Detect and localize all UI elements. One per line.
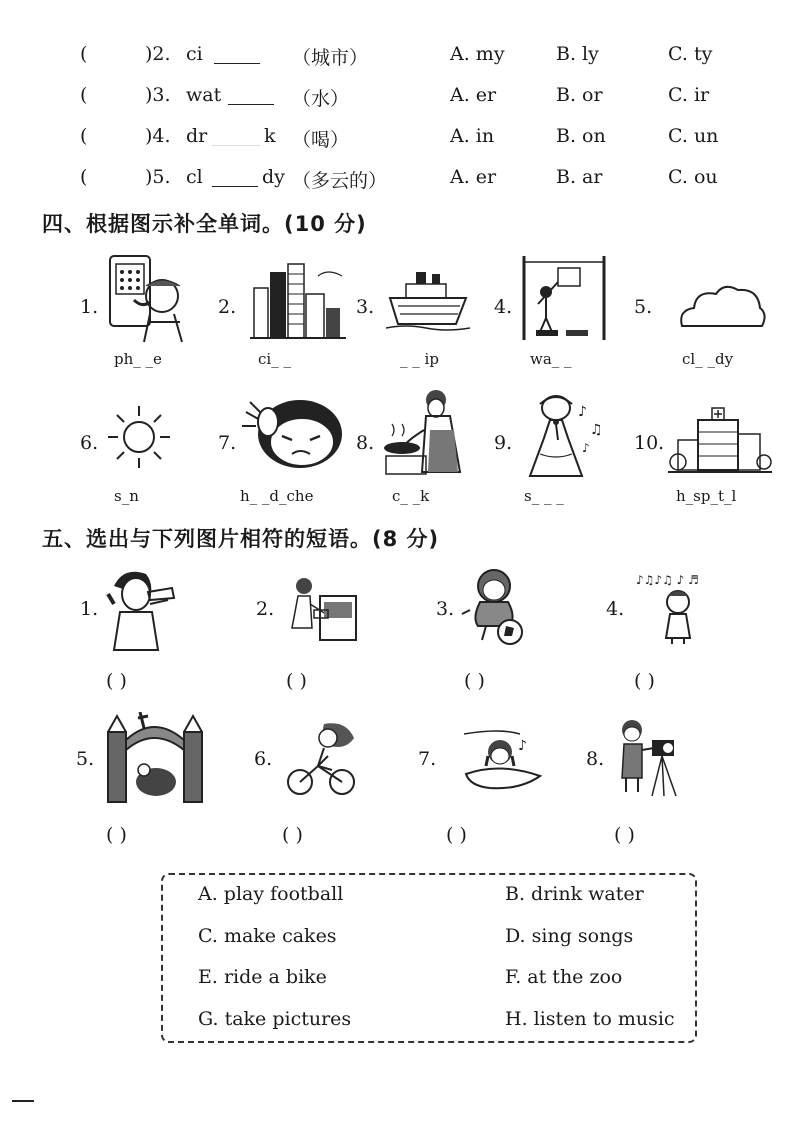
answer-paren-open: ( <box>80 84 88 106</box>
answer-paren-open: ( <box>80 125 88 147</box>
option-e: E. ride a bike <box>198 966 327 988</box>
word-stem: cl <box>186 166 203 188</box>
option-b: B. ar <box>556 166 603 188</box>
option-b: B. or <box>556 84 603 106</box>
photographer-icon <box>614 716 686 798</box>
sun-icon <box>108 404 170 470</box>
svg-text:♪: ♪ <box>578 404 587 420</box>
section5-title: 五、选出与下列图片相符的短语。(8 分) <box>42 527 440 551</box>
svg-text:♫: ♫ <box>590 422 603 438</box>
word-end: k <box>264 125 276 147</box>
singer-icon <box>520 394 608 480</box>
choice-row <box>0 166 794 196</box>
item-number: 6. <box>254 748 273 770</box>
option-c: C. ou <box>668 166 718 188</box>
answer-paren[interactable]: ( ) <box>614 824 635 846</box>
option-c: C. make cakes <box>198 925 337 947</box>
ship-icon <box>386 268 472 332</box>
chinese-hint: （城市） <box>292 47 369 69</box>
music-listener-icon <box>460 724 548 796</box>
page-margin-mark <box>12 1100 34 1102</box>
drinking-girl-icon <box>100 564 184 652</box>
word-stem: ci <box>186 43 203 65</box>
option-c: C. ty <box>668 43 713 65</box>
item-number: 9. <box>494 432 513 454</box>
answer-paren-open: ( <box>80 43 88 65</box>
item-number: 8. <box>586 748 605 770</box>
option-g: G. take pictures <box>198 1008 352 1030</box>
option-a: A. er <box>450 84 497 106</box>
question-number: )3. <box>145 84 171 106</box>
word-hint: c_ _k <box>392 487 430 505</box>
word-hint: ci_ _ <box>258 350 291 368</box>
option-d: D. sing songs <box>505 925 634 947</box>
option-c: C. ir <box>668 84 710 106</box>
telephone-icon <box>104 252 188 344</box>
word-hint: wa_ _ <box>530 350 572 368</box>
svg-text:♪♫♪♫ ♪ ♬: ♪♫♪♫ ♪ ♬ <box>636 573 699 587</box>
option-a: A. play football <box>198 883 344 905</box>
item-number: 10. <box>634 432 665 454</box>
football-boy-icon <box>460 566 526 648</box>
option-c: C. un <box>668 125 719 147</box>
item-number: 6. <box>80 432 99 454</box>
answer-paren[interactable]: ( ) <box>282 824 303 846</box>
question-number: )2. <box>145 43 171 65</box>
word-hint: s_ _ _ <box>524 487 564 505</box>
item-number: 3. <box>436 598 455 620</box>
option-b: B. on <box>556 125 606 147</box>
item-number: 7. <box>218 432 237 454</box>
option-a: A. er <box>450 166 497 188</box>
word-hint: ph_ _e <box>114 350 162 368</box>
word-hint: h_sp_t_l <box>676 487 737 505</box>
option-a: A. in <box>450 125 495 147</box>
item-number: 8. <box>356 432 375 454</box>
headache-icon <box>238 392 354 472</box>
word-stem: dr <box>186 125 208 147</box>
word-stem: wat <box>186 84 222 106</box>
choice-row <box>0 125 794 155</box>
option-b: B. ly <box>556 43 599 65</box>
item-number: 4. <box>494 296 513 318</box>
item-number: 5. <box>76 748 95 770</box>
singing-boy-icon <box>634 568 724 644</box>
word-hint: cl_ _dy <box>682 350 734 368</box>
option-h: H. listen to music <box>505 1008 675 1030</box>
answer-paren[interactable]: ( ) <box>446 824 467 846</box>
hospital-icon <box>668 404 772 476</box>
word-hint: s_n <box>114 487 139 505</box>
answer-paren[interactable]: ( ) <box>106 824 127 846</box>
answer-paren-open: ( <box>80 166 88 188</box>
baking-girl-icon <box>284 574 358 642</box>
cloud-icon <box>676 280 766 330</box>
wall-icon <box>518 252 610 344</box>
item-number: 1. <box>80 598 99 620</box>
cook-icon <box>384 386 466 478</box>
answer-paren[interactable]: ( ) <box>286 670 307 692</box>
item-number: 2. <box>218 296 237 318</box>
choice-row <box>0 84 794 114</box>
chinese-hint: （多云的） <box>292 170 388 192</box>
question-number: )4. <box>145 125 171 147</box>
item-number: 4. <box>606 598 625 620</box>
answer-paren[interactable]: ( ) <box>106 670 127 692</box>
choice-row <box>0 43 794 73</box>
option-a: A. my <box>450 43 505 65</box>
section4-title: 四、根据图示补全单词。(10 分) <box>42 212 367 236</box>
answer-paren[interactable]: ( ) <box>634 670 655 692</box>
svg-text:♪: ♪ <box>518 738 527 754</box>
option-b: B. drink water <box>505 883 644 905</box>
item-number: 3. <box>356 296 375 318</box>
word-hint: _ _ ip <box>400 350 439 368</box>
item-number: 5. <box>634 296 653 318</box>
bike-rider-icon <box>284 720 364 798</box>
svg-text:♪: ♪ <box>582 441 590 455</box>
item-number: 2. <box>256 598 275 620</box>
word-end: dy <box>262 166 285 188</box>
item-number: 7. <box>418 748 437 770</box>
word-hint: h_ _d_che <box>240 487 314 505</box>
city-icon <box>248 258 348 342</box>
chinese-hint: （喝） <box>292 129 350 151</box>
option-f: F. at the zoo <box>505 966 623 988</box>
answer-paren[interactable]: ( ) <box>464 670 485 692</box>
item-number: 1. <box>80 296 99 318</box>
question-number: )5. <box>145 166 171 188</box>
chinese-hint: （水） <box>292 88 350 110</box>
zoo-gate-icon <box>104 712 206 804</box>
